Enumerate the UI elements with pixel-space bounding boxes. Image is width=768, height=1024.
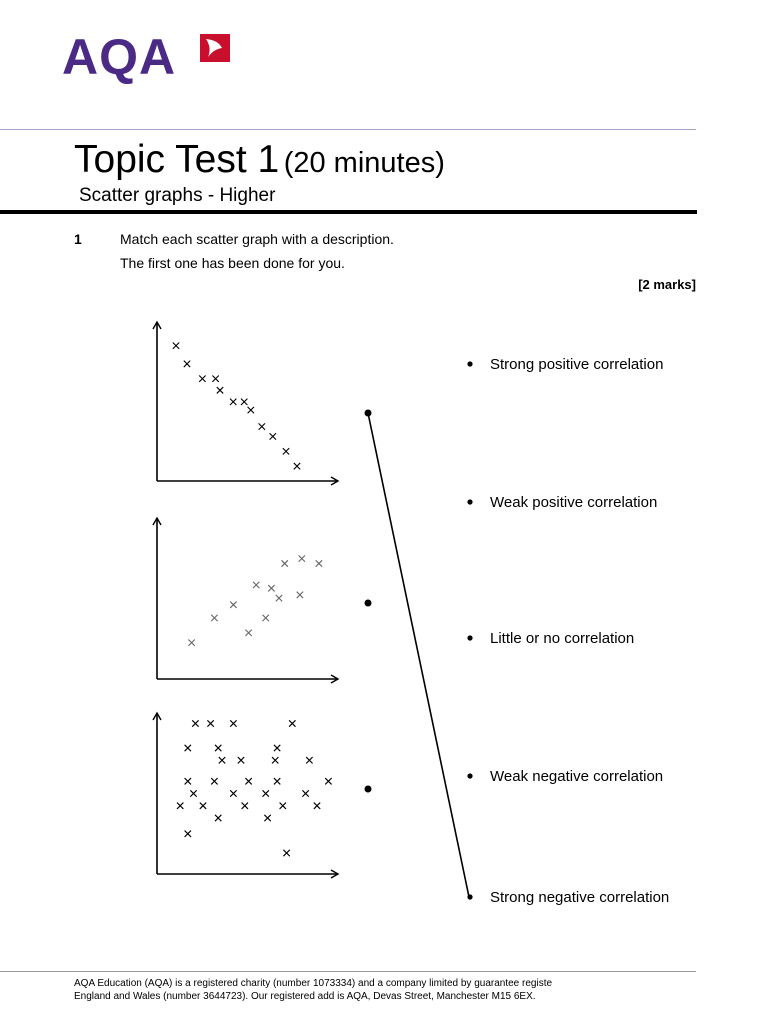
scatter-point [283,850,289,856]
scatter-point [190,790,196,796]
scatter-point [274,778,280,784]
question-number: 1 [74,231,82,247]
scatter-point [212,376,218,382]
scatter-graph-1 [153,322,338,485]
scatter-point [184,361,190,367]
scatter-point [199,376,205,382]
option-bullet [467,499,472,504]
option-label: Little or no correlation [490,630,635,647]
question-line-1: Match each scatter graph with a description. [120,231,394,247]
scatter-point [263,790,269,796]
option-bullet [467,635,472,640]
title-duration: (20 minutes) [283,147,445,179]
title-text: Topic Test 1 [74,138,280,181]
scatter-point [177,803,183,809]
question-line-2: The first one has been done for you. [120,255,345,271]
scatter-graph-3 [153,713,338,878]
scatter-point [264,815,270,821]
graph-2-dot[interactable] [365,600,372,607]
scatter-point [299,555,305,561]
footer-text-2: England and Wales (number 3644723). Our registered add is AQA, Devas Street, Manchester M15 6EX. [74,991,536,1002]
scatter-point [270,433,276,439]
footer-rule [0,971,696,972]
scatter-point [219,757,225,763]
answer-match-line [368,413,469,897]
option-bullet [467,361,472,366]
scatter-point [185,745,191,751]
option-strong-negative[interactable] [467,889,669,906]
option-weak-negative[interactable] [467,768,663,785]
scatter-point [297,592,303,598]
scatter-point [230,602,236,608]
scatter-point [185,831,191,837]
scatter-point [192,720,198,726]
scatter-point [263,615,269,621]
scatter-point [259,423,265,429]
scatter-point [188,640,194,646]
scatter-point [185,778,191,784]
scatter-point [211,778,217,784]
scatter-point [211,615,217,621]
scatter-point [215,815,221,821]
scatter-graphs [153,322,338,878]
scatter-point [268,585,274,591]
option-label: Strong positive correlation [490,356,664,373]
scatter-graph-2 [153,518,338,683]
scatter-point [325,778,331,784]
option-weak-positive[interactable] [467,494,657,511]
option-label: Weak negative correlation [490,768,664,785]
description-options [467,356,669,906]
option-strong-positive[interactable] [467,356,663,373]
scatter-point [230,720,236,726]
scatter-point [294,463,300,469]
scatter-point [272,757,278,763]
scatter-point [248,407,254,413]
option-bullet [467,894,472,899]
option-label: Weak positive correlation [490,494,658,511]
scatter-point [283,448,289,454]
page-subtitle: Scatter graphs - Higher [79,185,276,206]
option-little-or-no[interactable] [467,630,634,647]
scatter-point [238,757,244,763]
scatter-point [280,803,286,809]
scatter-point [282,560,288,566]
graph-3-dot[interactable] [365,786,372,793]
scatter-point [306,757,312,763]
option-label: Strong negative correlation [490,889,670,906]
scatter-point [241,399,247,405]
scatter-point [289,720,295,726]
scatter-point [274,745,280,751]
scatter-point [230,790,236,796]
scatter-point [302,790,308,796]
scatter-point [217,387,223,393]
scatter-point [245,630,251,636]
scatter-point [173,343,179,349]
scatter-point [215,745,221,751]
scatter-point [207,720,213,726]
marks-label: [2 marks] [638,277,696,292]
scatter-point [230,399,236,405]
match-area [365,410,470,898]
scatter-point [242,803,248,809]
footer-text-1: AQA Education (AQA) is a registered charity (number 1073334) and a company limited by guarantee registe [74,978,553,989]
aqa-logo: AQA [62,29,177,85]
option-bullet [467,773,472,778]
scatter-point [314,803,320,809]
scatter-point [276,595,282,601]
scatter-point [245,778,251,784]
scatter-point [316,560,322,566]
scatter-point [253,582,259,588]
scatter-point [200,803,206,809]
